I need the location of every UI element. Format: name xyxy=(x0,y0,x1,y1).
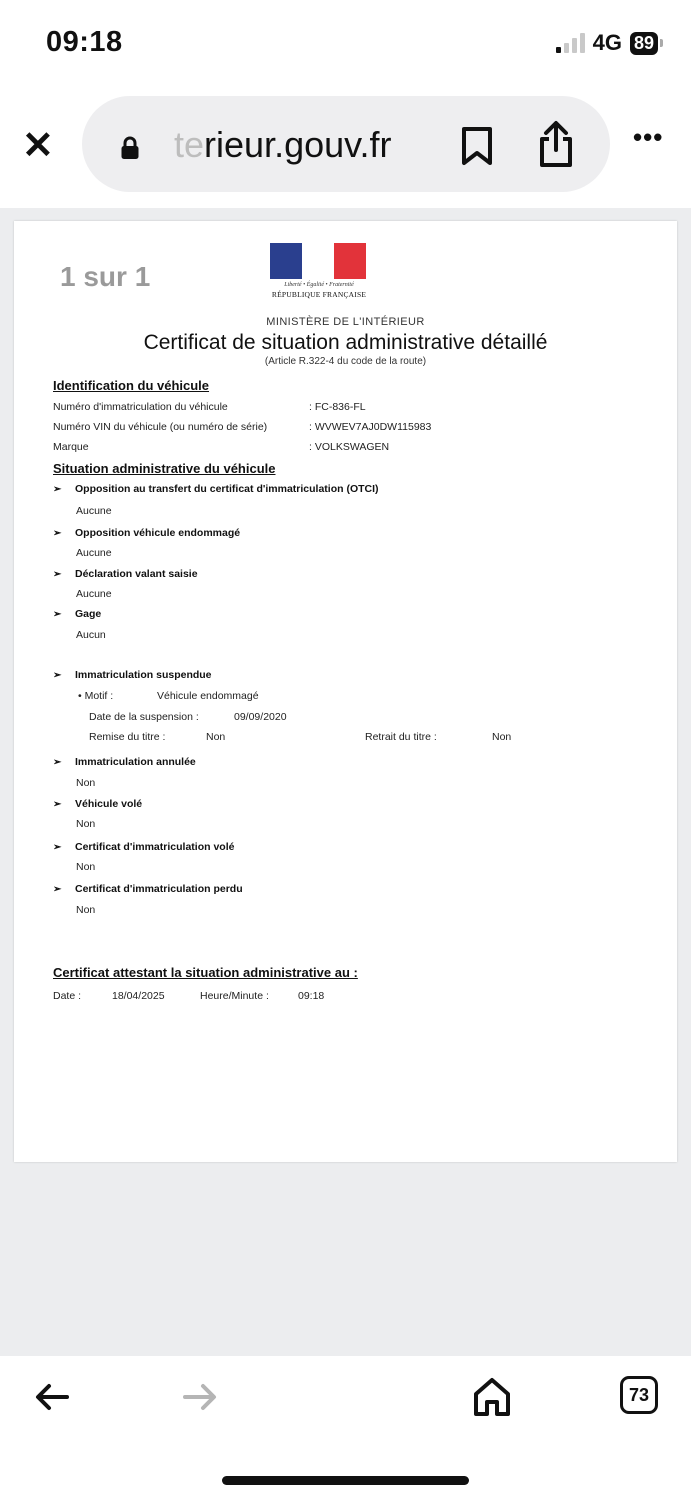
attestation-time-value: 09:18 xyxy=(298,990,325,1002)
attestation-time-label: Heure/Minute : xyxy=(200,990,269,1002)
retrait-label: Retrait du titre : xyxy=(365,731,437,743)
remise-label: Remise du titre : xyxy=(89,731,166,743)
arrow-icon: ➢ xyxy=(53,569,62,580)
home-icon[interactable] xyxy=(472,1376,512,1418)
item-label: Immatriculation annulée xyxy=(75,756,196,768)
situation-item xyxy=(53,756,196,768)
arrow-icon: ➢ xyxy=(53,609,62,620)
page-counter: 1 sur 1 xyxy=(60,261,151,292)
close-icon[interactable]: ✕ xyxy=(22,125,54,167)
item-value: Non xyxy=(76,777,96,789)
status-time: 09:18 xyxy=(46,26,123,58)
item-value: Aucun xyxy=(76,629,106,641)
item-label: Véhicule volé xyxy=(75,798,143,810)
situation-heading: Situation administrative du véhicule xyxy=(53,461,276,476)
situation-item xyxy=(53,798,142,810)
row-value: : WVWEV7AJ0DW115983 xyxy=(309,421,432,433)
row-value: : FC-836-FL xyxy=(309,401,366,413)
situation-item xyxy=(53,568,198,580)
back-arrow-icon[interactable] xyxy=(34,1382,70,1412)
item-label: Certificat d'immatriculation perdu xyxy=(75,883,243,895)
status-indicators xyxy=(556,30,663,56)
item-label: Gage xyxy=(75,608,102,620)
item-label: Opposition au transfert du certificat d'immatriculation (OTCI) xyxy=(75,483,379,495)
suspension-item xyxy=(53,669,212,681)
item-value: Non xyxy=(76,904,96,916)
attestation-date-value: 18/04/2025 xyxy=(112,990,165,1002)
more-icon[interactable]: ••• xyxy=(633,122,664,152)
identification-row xyxy=(53,421,432,433)
row-label: Marque xyxy=(53,441,89,453)
attestation-date-label: Date : xyxy=(53,990,82,1002)
item-label: Opposition véhicule endommagé xyxy=(75,527,241,539)
item-value: Aucune xyxy=(76,547,112,559)
situation-item xyxy=(53,608,101,620)
item-label: Immatriculation suspendue xyxy=(75,669,212,681)
article-reference: (Article R.322-4 du code de la route) xyxy=(264,356,427,367)
suspension-date-label: Date de la suspension : xyxy=(89,711,199,723)
arrow-icon: ➢ xyxy=(53,484,62,495)
row-label: Numéro VIN du véhicule (ou numéro de série) xyxy=(53,421,268,433)
item-value: Aucune xyxy=(76,588,112,600)
tabs-icon[interactable]: 73 xyxy=(620,1376,658,1414)
home-indicator[interactable] xyxy=(222,1476,469,1485)
url-faded: te xyxy=(174,124,205,165)
item-value: Non xyxy=(76,818,96,830)
arrow-icon: ➢ xyxy=(53,757,62,768)
row-value: : VOLKSWAGEN xyxy=(309,441,390,453)
identification-heading: Identification du véhicule xyxy=(53,378,210,393)
status-bar xyxy=(0,0,691,88)
logo-republic: RÉPUBLIQUE FRANÇAISE xyxy=(271,290,367,299)
remise-value: Non xyxy=(206,731,226,743)
network-type: 4G xyxy=(592,30,622,55)
logo-motto: Liberté • Égalité • Fraternité xyxy=(284,282,354,288)
item-label: Déclaration valant saisie xyxy=(75,568,198,580)
battery-icon xyxy=(630,32,663,55)
forward-arrow-icon[interactable] xyxy=(182,1382,218,1412)
browser-toolbar xyxy=(0,1356,691,1500)
suspension-date-value: 09/09/2020 xyxy=(234,711,287,723)
situation-item xyxy=(53,527,240,539)
identification-row xyxy=(53,401,366,413)
pdf-page xyxy=(14,221,677,1162)
flag-icon xyxy=(270,243,366,279)
attestation-heading: Certificat attestant la situation administrative au : xyxy=(53,965,358,980)
item-label: Certificat d'immatriculation volé xyxy=(75,841,235,853)
arrow-icon: ➢ xyxy=(53,670,62,681)
bookmark-icon[interactable] xyxy=(460,126,494,166)
address-bar[interactable] xyxy=(82,96,610,192)
retrait-value: Non xyxy=(492,731,512,743)
battery-level: 89 xyxy=(630,32,658,55)
arrow-icon: ➢ xyxy=(53,799,62,810)
identification-row xyxy=(53,441,390,453)
lock-icon xyxy=(120,136,140,160)
motif-label: • Motif : xyxy=(78,690,114,702)
share-icon[interactable] xyxy=(538,120,574,168)
situation-item xyxy=(53,883,243,895)
arrow-icon: ➢ xyxy=(53,528,62,539)
arrow-icon: ➢ xyxy=(53,842,62,853)
situation-item xyxy=(53,841,234,853)
situation-item xyxy=(53,483,379,495)
row-label: Numéro d'immatriculation du véhicule xyxy=(53,401,228,413)
url-domain: rieur.gouv.fr xyxy=(204,124,392,165)
browser-header xyxy=(0,88,691,208)
motif-value: Véhicule endommagé xyxy=(157,690,259,702)
arrow-icon: ➢ xyxy=(53,884,62,895)
ministry-name: MINISTÈRE DE L'INTÉRIEUR xyxy=(266,316,425,328)
url-text xyxy=(174,124,391,166)
signal-icon xyxy=(556,33,585,53)
marianne-logo xyxy=(270,243,368,299)
item-value: Non xyxy=(76,861,96,873)
document-title: Certificat de situation administrative détaillé xyxy=(143,331,548,354)
item-value: Aucune xyxy=(76,505,112,517)
